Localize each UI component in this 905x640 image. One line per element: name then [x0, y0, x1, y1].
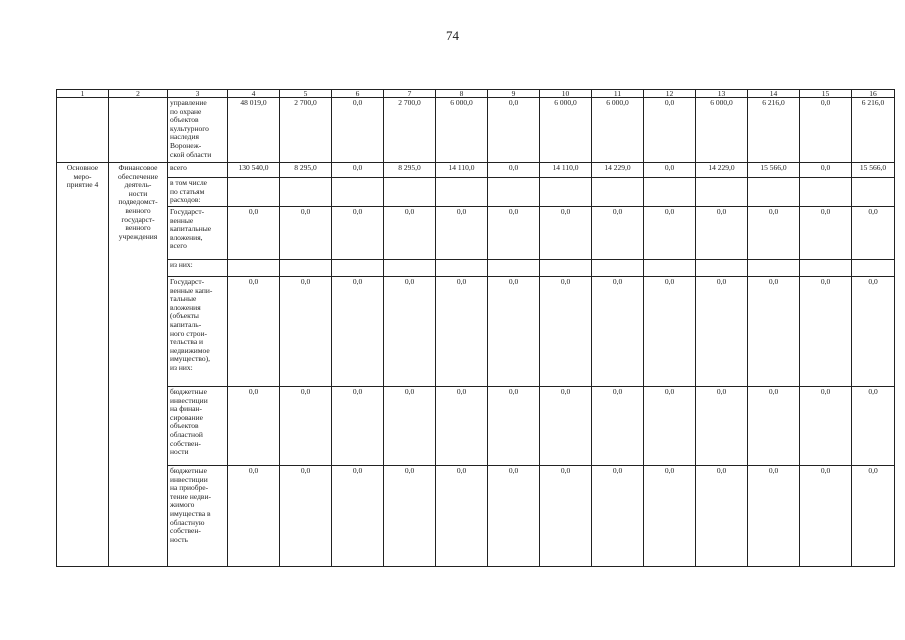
- value-cell: 0,0: [228, 207, 280, 260]
- value-cell: 6 000,0: [436, 98, 488, 163]
- value-cell: [852, 260, 895, 277]
- column-number: 12: [644, 90, 696, 98]
- column-number: 14: [748, 90, 800, 98]
- value-cell: 0,0: [488, 277, 540, 387]
- value-cell: 0,0: [748, 466, 800, 567]
- value-cell: [800, 178, 852, 207]
- table-row: [57, 466, 895, 567]
- value-cell: [384, 260, 436, 277]
- value-cell: 0,0: [332, 277, 384, 387]
- indicator-cell: бюджетные инвестиции на финан- сирование объектов областной собствен- ности: [168, 387, 228, 466]
- value-cell: 0,0: [540, 207, 592, 260]
- value-cell: 14 229,0: [696, 163, 748, 178]
- value-cell: 0,0: [800, 98, 852, 163]
- value-cell: [436, 260, 488, 277]
- value-cell: 0,0: [852, 277, 895, 387]
- value-cell: 0,0: [436, 387, 488, 466]
- value-cell: 0,0: [540, 277, 592, 387]
- table-row: [57, 163, 895, 178]
- value-cell: 0,0: [852, 466, 895, 567]
- value-cell: 0,0: [280, 466, 332, 567]
- value-cell: 6 000,0: [696, 98, 748, 163]
- value-cell: 15 566,0: [852, 163, 895, 178]
- value-cell: [280, 260, 332, 277]
- value-cell: 14 110,0: [436, 163, 488, 178]
- value-cell: 0,0: [644, 207, 696, 260]
- value-cell: 48 019,0: [228, 98, 280, 163]
- column-number: 11: [592, 90, 644, 98]
- value-cell: 6 000,0: [592, 98, 644, 163]
- value-cell: [696, 178, 748, 207]
- value-cell: 0,0: [332, 163, 384, 178]
- column-number: 3: [168, 90, 228, 98]
- value-cell: 0,0: [748, 277, 800, 387]
- value-cell: 0,0: [800, 207, 852, 260]
- value-cell: 0,0: [332, 98, 384, 163]
- column-number: 9: [488, 90, 540, 98]
- indicator-cell: бюджетные инвестиции на приобре- тение недви- жимого имущества в областную собствен- ность: [168, 466, 228, 567]
- value-cell: [592, 178, 644, 207]
- value-cell: 6 216,0: [748, 98, 800, 163]
- value-cell: 0,0: [332, 207, 384, 260]
- value-cell: 0,0: [436, 466, 488, 567]
- value-cell: 0,0: [540, 466, 592, 567]
- value-cell: 0,0: [228, 466, 280, 567]
- value-cell: [540, 178, 592, 207]
- value-cell: [280, 178, 332, 207]
- value-cell: 0,0: [696, 387, 748, 466]
- value-cell: 130 540,0: [228, 163, 280, 178]
- value-cell: 0,0: [280, 387, 332, 466]
- value-cell: 0,0: [488, 466, 540, 567]
- table-row: [57, 207, 895, 260]
- value-cell: 0,0: [280, 207, 332, 260]
- value-cell: 0,0: [436, 277, 488, 387]
- value-cell: [332, 260, 384, 277]
- value-cell: 0,0: [592, 387, 644, 466]
- indicator-cell: управление по охране объектов культурного наследия Воронеж- ской области: [168, 98, 228, 163]
- value-cell: 0,0: [644, 466, 696, 567]
- value-cell: [384, 178, 436, 207]
- value-cell: [228, 260, 280, 277]
- column-number: 5: [280, 90, 332, 98]
- value-cell: 14 229,0: [592, 163, 644, 178]
- table-row: [57, 98, 895, 163]
- value-cell: [592, 260, 644, 277]
- value-cell: 0,0: [852, 207, 895, 260]
- value-cell: [748, 178, 800, 207]
- value-cell: 0,0: [800, 387, 852, 466]
- value-cell: 0,0: [644, 387, 696, 466]
- value-cell: [228, 178, 280, 207]
- value-cell: 8 295,0: [280, 163, 332, 178]
- value-cell: 0,0: [436, 207, 488, 260]
- value-cell: 0,0: [488, 207, 540, 260]
- event-description-cell: [109, 98, 168, 163]
- value-cell: [332, 178, 384, 207]
- column-number: 8: [436, 90, 488, 98]
- column-number: 15: [800, 90, 852, 98]
- value-cell: 0,0: [800, 277, 852, 387]
- value-cell: 8 295,0: [384, 163, 436, 178]
- value-cell: [852, 178, 895, 207]
- value-cell: 2 700,0: [280, 98, 332, 163]
- value-cell: 14 110,0: [540, 163, 592, 178]
- value-cell: [488, 260, 540, 277]
- column-number: 1: [57, 90, 109, 98]
- value-cell: 6 216,0: [852, 98, 895, 163]
- value-cell: 0,0: [696, 207, 748, 260]
- value-cell: 0,0: [644, 98, 696, 163]
- value-cell: 0,0: [592, 466, 644, 567]
- value-cell: 0,0: [332, 387, 384, 466]
- indicator-cell: Государст- венные капитальные вложения, всего: [168, 207, 228, 260]
- value-cell: 0,0: [280, 277, 332, 387]
- value-cell: 0,0: [228, 387, 280, 466]
- value-cell: 0,0: [384, 277, 436, 387]
- table-row: [57, 178, 895, 207]
- indicator-cell: из них:: [168, 260, 228, 277]
- value-cell: 0,0: [384, 387, 436, 466]
- column-number: 4: [228, 90, 280, 98]
- table-row: [57, 260, 895, 277]
- value-cell: 0,0: [592, 277, 644, 387]
- column-number-row: [57, 90, 895, 98]
- value-cell: 6 000,0: [540, 98, 592, 163]
- indicator-cell: в том числе по статьям расходов:: [168, 178, 228, 207]
- value-cell: 0,0: [488, 98, 540, 163]
- value-cell: [748, 260, 800, 277]
- value-cell: 0,0: [800, 163, 852, 178]
- value-cell: [696, 260, 748, 277]
- page-number: 74: [446, 28, 459, 43]
- value-cell: 0,0: [488, 387, 540, 466]
- column-number: 7: [384, 90, 436, 98]
- column-number: 6: [332, 90, 384, 98]
- value-cell: 0,0: [748, 387, 800, 466]
- value-cell: 0,0: [384, 207, 436, 260]
- value-cell: 0,0: [644, 163, 696, 178]
- value-cell: 0,0: [852, 387, 895, 466]
- column-number: 10: [540, 90, 592, 98]
- table-row: [57, 387, 895, 466]
- value-cell: 2 700,0: [384, 98, 436, 163]
- indicator-cell: всего: [168, 163, 228, 178]
- table-row: [57, 277, 895, 387]
- column-number: 2: [109, 90, 168, 98]
- value-cell: 15 566,0: [748, 163, 800, 178]
- value-cell: 0,0: [540, 387, 592, 466]
- value-cell: [644, 260, 696, 277]
- value-cell: 0,0: [696, 466, 748, 567]
- value-cell: 0,0: [228, 277, 280, 387]
- value-cell: 0,0: [488, 163, 540, 178]
- event-name-cell: [57, 98, 109, 163]
- value-cell: 0,0: [592, 207, 644, 260]
- value-cell: [436, 178, 488, 207]
- value-cell: [644, 178, 696, 207]
- value-cell: [800, 260, 852, 277]
- value-cell: 0,0: [748, 207, 800, 260]
- event-name-cell: Основное меро- приятие 4: [57, 163, 109, 567]
- value-cell: 0,0: [644, 277, 696, 387]
- value-cell: 0,0: [332, 466, 384, 567]
- value-cell: 0,0: [384, 466, 436, 567]
- value-cell: [540, 260, 592, 277]
- indicator-cell: Государст- венные капи- тальные вложения (объекты капиталь- ного строи- тельства и недвижимое имущество), из них:: [168, 277, 228, 387]
- budget-table: [56, 89, 895, 567]
- column-number: 16: [852, 90, 895, 98]
- value-cell: 0,0: [696, 277, 748, 387]
- value-cell: [488, 178, 540, 207]
- column-number: 13: [696, 90, 748, 98]
- value-cell: 0,0: [800, 466, 852, 567]
- event-description-cell: Финансовое обеспечение деятель- ности подведомст- венного государст- венного учреждения: [109, 163, 168, 567]
